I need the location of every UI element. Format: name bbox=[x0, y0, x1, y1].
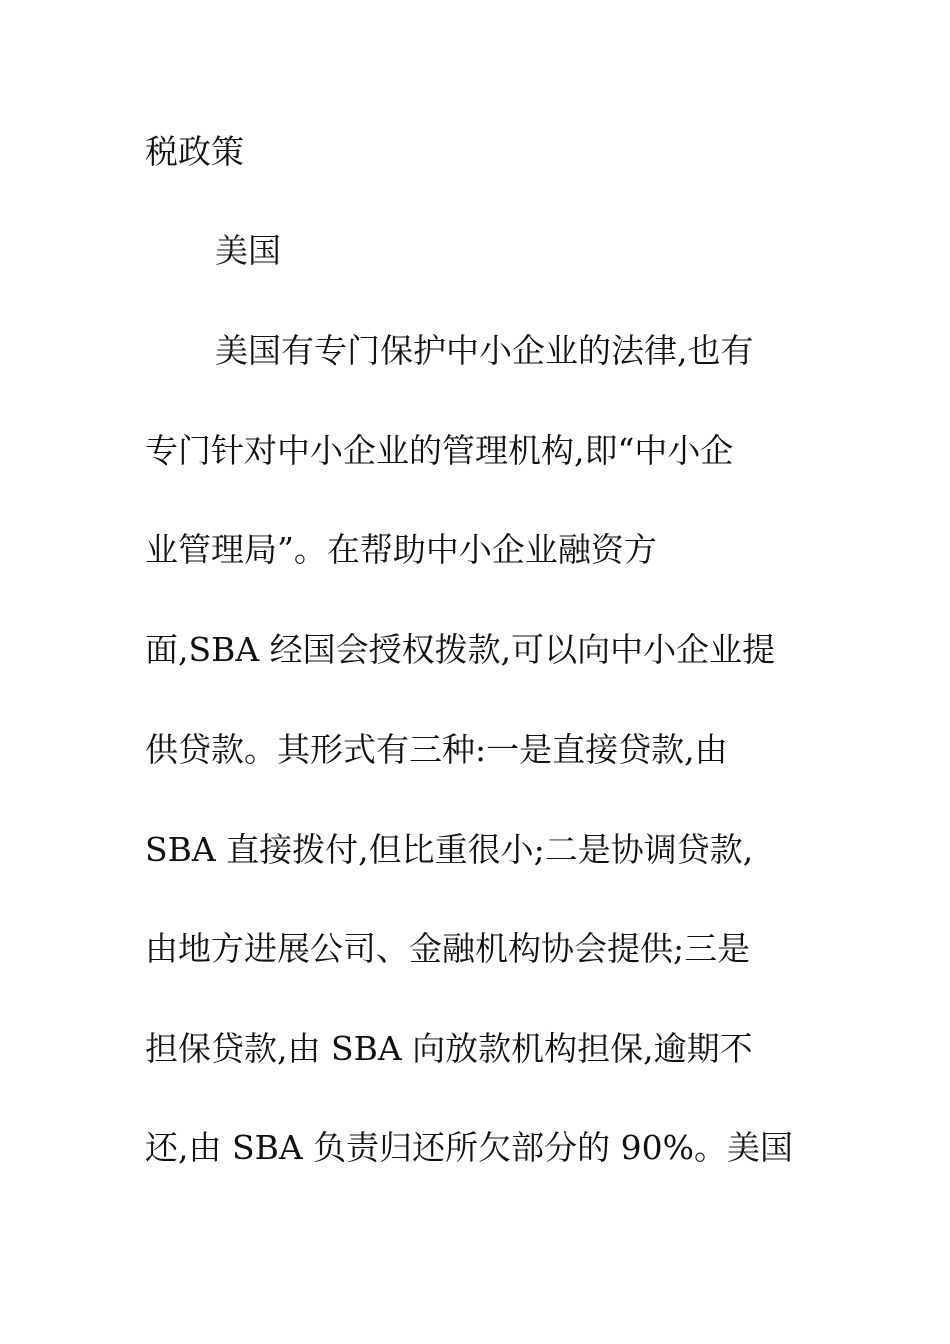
paragraph-line: 担保贷款,由 SBA 向放款机构担保,逾期不 bbox=[145, 1029, 753, 1068]
section-heading: 税政策 bbox=[145, 132, 244, 171]
paragraph-line: 还,由 SBA 负责归还所欠部分的 90%。美国 bbox=[145, 1128, 793, 1167]
paragraph-line: 业管理局”。在帮助中小企业融资方 bbox=[145, 530, 657, 569]
paragraph-line: 面,SBA 经国会授权拨款,可以向中小企业提 bbox=[145, 630, 776, 669]
paragraph-line: 供贷款。其形式有三种:一是直接贷款,由 bbox=[145, 730, 728, 769]
paragraph-line: 由地方进展公司、金融机构协会提供;三是 bbox=[145, 929, 751, 968]
paragraph-line: 美国有专门保护中小企业的法律,也有 bbox=[215, 331, 754, 370]
paragraph-line: SBA 直接拨付,但比重很小;二是协调贷款, bbox=[145, 830, 754, 869]
subsection-heading: 美国 bbox=[215, 231, 281, 270]
paragraph-line: 专门针对中小企业的管理机构,即“中小企 bbox=[145, 431, 734, 470]
